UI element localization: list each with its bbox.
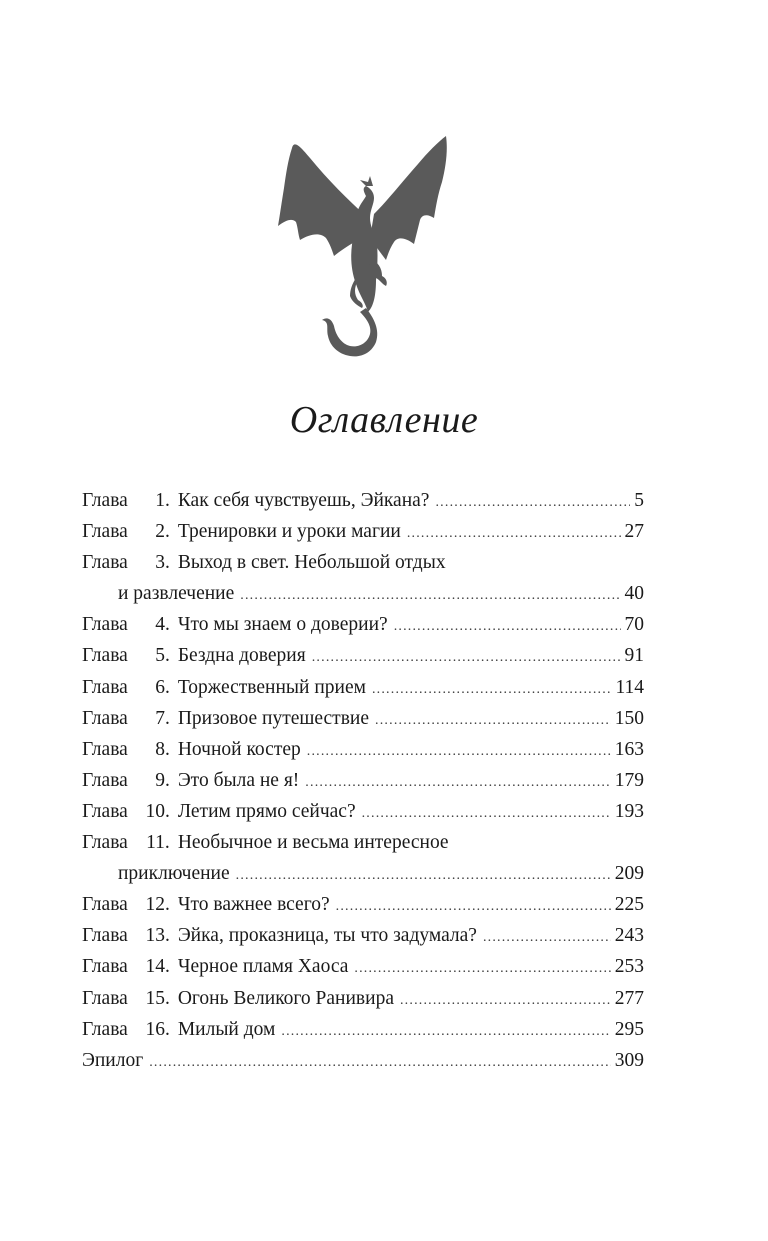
chapter-number: 14. <box>145 956 170 978</box>
table-of-contents <box>82 485 644 1076</box>
chapter-number: 6. <box>155 676 170 698</box>
dot-leader <box>372 674 612 705</box>
toc-entry[interactable] <box>82 951 644 982</box>
chapter-prefix: Глава <box>82 769 128 791</box>
toc-entry[interactable] <box>82 1045 644 1076</box>
page-number: 40 <box>624 583 644 605</box>
toc-entry[interactable] <box>82 672 644 703</box>
dot-leader <box>305 767 610 798</box>
chapter-title: Что мы знаем о доверии? <box>177 614 388 636</box>
dot-leader <box>149 1047 611 1078</box>
dot-leader <box>307 736 611 767</box>
dot-leader <box>362 798 611 829</box>
dot-leader <box>240 580 620 611</box>
page-number: 277 <box>614 987 644 1009</box>
chapter-title: Тренировки и уроки магии <box>177 521 401 543</box>
dot-leader <box>336 891 611 922</box>
page-number: 243 <box>614 925 644 947</box>
chapter-title: Это была не я! <box>177 769 300 791</box>
page-number: 209 <box>614 863 644 885</box>
toc-entry[interactable] <box>82 516 644 547</box>
chapter-number: 12. <box>145 894 170 916</box>
page-number: 27 <box>624 521 644 543</box>
toc-entry-label <box>82 920 477 951</box>
chapter-title-continuation: и развлечение <box>118 583 235 605</box>
chapter-number: 11. <box>146 832 170 854</box>
chapter-title: Бездна доверия <box>177 645 306 667</box>
toc-entry[interactable] <box>82 765 644 796</box>
toc-entry-label <box>82 983 394 1014</box>
toc-entry-label <box>82 1014 275 1045</box>
chapter-number: 9. <box>155 769 170 791</box>
chapter-number: 15. <box>145 987 170 1009</box>
chapter-prefix: Глава <box>82 707 128 729</box>
chapter-number: 16. <box>145 1018 170 1040</box>
chapter-title: Летим прямо сейчас? <box>177 800 356 822</box>
toc-entry-label <box>82 672 366 703</box>
chapter-prefix: Глава <box>82 894 128 916</box>
page-number: 179 <box>614 769 644 791</box>
toc-entry-label <box>82 889 330 920</box>
page-number: 193 <box>614 800 644 822</box>
toc-entry[interactable] <box>82 734 644 765</box>
page-number: 225 <box>614 894 644 916</box>
toc-entry[interactable] <box>82 640 644 671</box>
toc-entry[interactable] <box>82 703 644 734</box>
toc-entry-label <box>82 765 299 796</box>
toc-entry-label <box>82 703 369 734</box>
chapter-prefix: Глава <box>82 956 128 978</box>
page-number: 163 <box>614 738 644 760</box>
toc-entry-label <box>82 640 306 671</box>
page-number: 91 <box>624 645 644 667</box>
toc-entry-label <box>82 485 429 516</box>
chapter-number: 4. <box>155 614 170 636</box>
dot-leader <box>312 642 621 673</box>
chapter-prefix: Глава <box>82 521 128 543</box>
toc-entry[interactable] <box>82 827 644 858</box>
chapter-prefix: Глава <box>82 800 128 822</box>
dot-leader <box>354 953 610 984</box>
chapter-number: 13. <box>145 925 170 947</box>
dragon-icon <box>270 130 460 366</box>
chapter-prefix: Глава <box>82 552 128 574</box>
toc-entry[interactable] <box>82 547 644 578</box>
page-number: 70 <box>624 614 644 636</box>
chapter-number: 10. <box>145 800 170 822</box>
dot-leader <box>281 1016 610 1047</box>
toc-entry-label <box>82 1045 143 1076</box>
page-number: 150 <box>614 707 644 729</box>
chapter-prefix: Глава <box>82 925 128 947</box>
toc-entry-continuation[interactable] <box>82 858 644 889</box>
chapter-number: 5. <box>155 645 170 667</box>
chapter-title: Эпилог <box>82 1049 144 1071</box>
chapter-title: Что важнее всего? <box>177 894 330 916</box>
chapter-title: Как себя чувствуешь, Эйкана? <box>177 490 430 511</box>
toc-title: Оглавление <box>289 399 479 441</box>
toc-entry[interactable] <box>82 983 644 1014</box>
chapter-title: Ночной костер <box>177 738 301 760</box>
chapter-title: Выход в свет. Небольшой отдых <box>177 552 446 574</box>
toc-entry-label <box>82 796 356 827</box>
chapter-title: Торжественный прием <box>177 676 366 698</box>
dot-leader <box>483 922 611 953</box>
chapter-prefix: Глава <box>82 676 128 698</box>
toc-entry-label <box>82 951 348 982</box>
toc-entry-label <box>82 547 446 578</box>
dot-leader <box>236 860 611 891</box>
page-number: 295 <box>614 1018 644 1040</box>
dot-leader <box>375 705 611 736</box>
chapter-number: 3. <box>155 552 170 574</box>
chapter-number: 2. <box>155 521 170 543</box>
chapter-title: Необычное и весьма интересное <box>177 832 449 854</box>
chapter-title: Эйка, проказница, ты что задумала? <box>177 925 477 947</box>
page-number: 5 <box>634 490 644 511</box>
chapter-prefix: Глава <box>82 490 128 511</box>
chapter-prefix: Глава <box>82 614 128 636</box>
chapter-number: 1. <box>155 490 170 511</box>
chapter-prefix: Глава <box>82 738 128 760</box>
chapter-title: Призовое путешествие <box>177 707 370 729</box>
chapter-title-continuation: приключение <box>118 863 230 885</box>
toc-entry-label <box>82 609 388 640</box>
chapter-title: Черное пламя Хаоса <box>177 956 349 978</box>
toc-entry-label <box>82 734 301 765</box>
dot-leader <box>435 487 630 518</box>
chapter-prefix: Глава <box>82 1018 128 1040</box>
chapter-prefix: Глава <box>82 987 128 1009</box>
toc-entry[interactable] <box>82 1014 644 1045</box>
toc-entry[interactable] <box>82 485 644 516</box>
chapter-prefix: Глава <box>82 645 128 667</box>
toc-entry[interactable] <box>82 920 644 951</box>
dot-leader <box>394 611 621 642</box>
chapter-number: 7. <box>155 707 170 729</box>
toc-entry-continuation[interactable] <box>82 578 644 609</box>
page-number: 114 <box>615 676 644 698</box>
toc-entry-label <box>82 827 449 858</box>
chapter-title: Милый дом <box>177 1018 276 1040</box>
chapter-title: Огонь Великого Ранивира <box>177 987 394 1009</box>
dot-leader <box>407 518 621 549</box>
toc-entry-label <box>82 516 401 547</box>
dot-leader <box>400 985 611 1016</box>
page-number: 253 <box>614 956 644 978</box>
chapter-prefix: Глава <box>82 832 128 854</box>
toc-entry[interactable] <box>82 796 644 827</box>
toc-entry[interactable] <box>82 889 644 920</box>
page-number: 309 <box>614 1049 644 1071</box>
chapter-number: 8. <box>155 738 170 760</box>
toc-entry[interactable] <box>82 609 644 640</box>
